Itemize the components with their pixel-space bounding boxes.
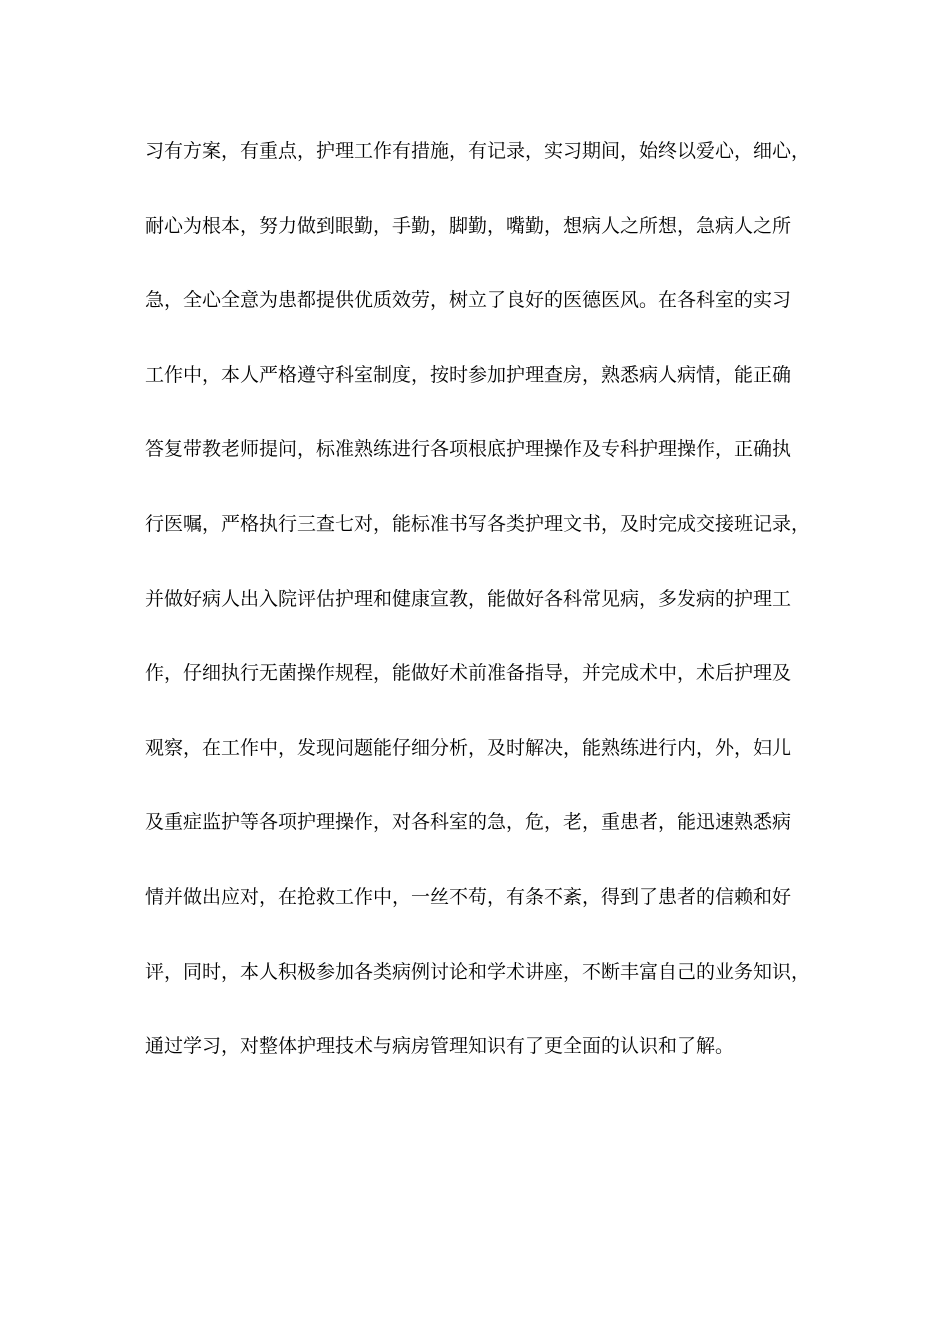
text-line: 习有方案，有重点，护理工作有措施，有记录，实习期间，始终以爱心，细心，	[145, 140, 811, 162]
text-line: 并做好病人出入院评估护理和健康宣教，能做好各科常见病，多发病的护理工	[145, 587, 792, 610]
body-paragraph	[145, 133, 825, 1103]
text-line: 答复带教老师提问，标准熟练进行各项根底护理操作及专科护理操作，正确执	[145, 438, 792, 461]
text-line: 情并做出应对，在抢救工作中，一丝不苟，有条不紊，得到了患者的信赖和好	[145, 885, 792, 908]
text-line: 及重症监护等各项护理操作，对各科室的急，危，老，重患者，能迅速熟悉病	[145, 811, 792, 834]
text-line: 观察，在工作中，发现问题能仔细分析，及时解决，能熟练进行内，外，妇儿	[145, 736, 792, 759]
text-line: 作，仔细执行无菌操作规程，能做好术前准备指导，并完成术中，术后护理及	[145, 662, 792, 685]
text-line: 通过学习，对整体护理技术与病房管理知识有了更全面的认识和了解。	[145, 1035, 735, 1058]
text-line: 耐心为根本，努力做到眼勤，手勤，脚勤，嘴勤，想病人之所想，急病人之所	[145, 214, 792, 237]
text-line: 工作中，本人严格遵守科室制度，按时参加护理查房，熟悉病人病情，能正确	[145, 363, 792, 386]
text-line: 急，全心全意为患都提供优质效劳，树立了良好的医德医风。在各科室的实习	[145, 289, 792, 312]
text-line: 评，同时，本人积极参加各类病例讨论和学术讲座，不断丰富自己的业务知识，	[145, 960, 811, 983]
text-line: 行医嘱，严格执行三查七对，能标准书写各类护理文书，及时完成交接班记录，	[145, 512, 811, 535]
